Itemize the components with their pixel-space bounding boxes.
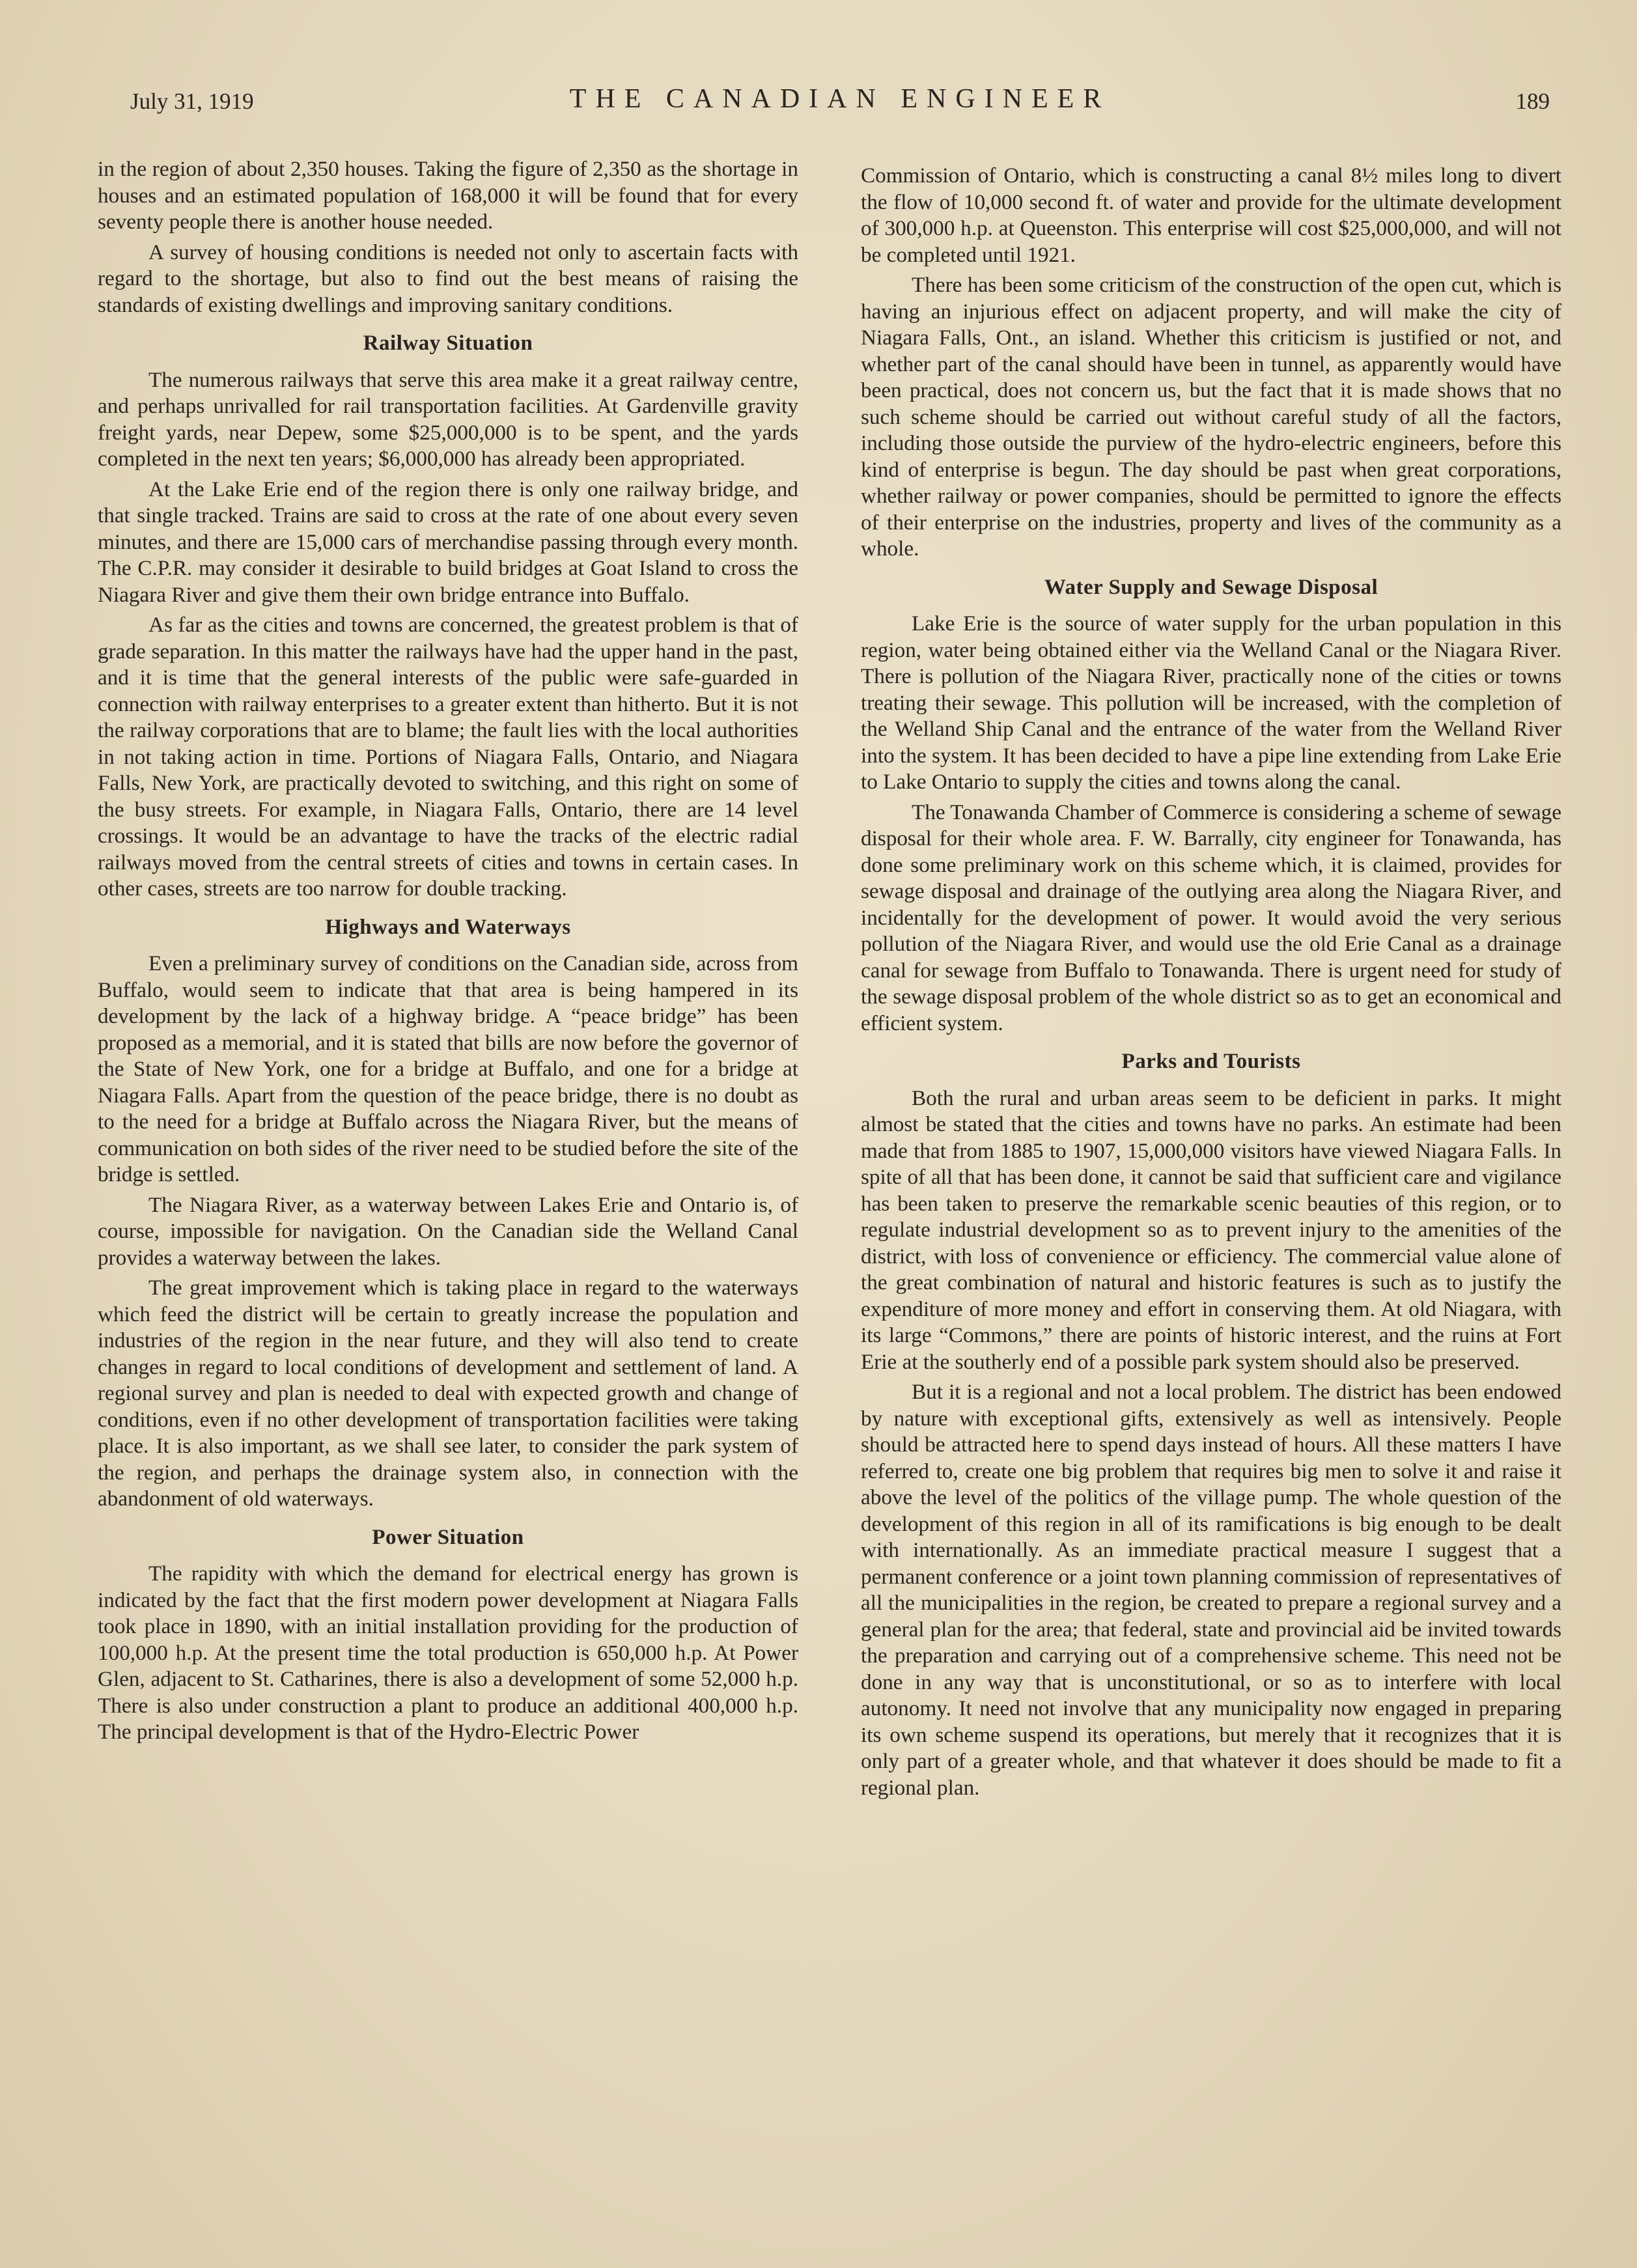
page-header (130, 83, 1550, 122)
section-heading-water: Water Supply and Sewage Disposal (1044, 575, 1378, 599)
section-heading-parks: Parks and Tourists (1121, 1050, 1301, 1073)
section-heading-highways: Highways and Waterways (325, 915, 571, 939)
section-heading-power: Power Situation (372, 1525, 524, 1549)
paragraph: in the region of about 2,350 houses. Taking the figure of 2,350 as the shortage in houses and an estimated population of 168,000 it will be found that for every seventy people there is another house needed. (98, 157, 798, 234)
paragraph: At the Lake Erie end of the region there is only one railway bridge, and that single tracked. Trains are said to cross at the rate of one about every seven minutes, and there are 15,000 cars of merchandise passing through every month. The C.P.R. may consider it desirable to build bridges at Goat Island to cross the Niagara River and give them their own bridge entrance into Buffalo. (98, 477, 798, 607)
left-column (98, 156, 798, 1750)
journal-title: THE CANADIAN ENGINEER (569, 84, 1111, 114)
paragraph: Both the rural and urban areas seem to be deficient in parks. It might almost be stated that the cities and towns have no parks. An estimate had been made that from 1885 to 1907, 15,000,000 visitors have viewed Niagara Falls. In spite of all that has been done, it cannot be said that sufficient care and vigilance has been taken to preserve the remarkable scenic beauties of this region, or to regulate industrial development so as to prevent injury to the amenities of the district, with loss of convenience or efficiency. The commercial value alone of the great combination of natural and historic features is such as to justify the expenditure of more money and effort in conserving them. At old Niagara, with its large “Commons,” there are points of historic interest, and the ruins at Fort Erie at the southerly end of a possible park system should also be preserved. (861, 1085, 1561, 1374)
paragraph: A survey of housing conditions is needed not only to ascertain facts with regard to the shortage, but also to find out the best means of raising the standards of existing dwellings and improving sanitary conditions. (98, 240, 798, 317)
paragraph: Commission of Ontario, which is constructing a canal 8½ miles long to divert the flow of 10,000 second ft. of water and provide for the ultimate development of 300,000 h.p. at Queenston. This enterprise will cost $25,000,000, and will not be completed until 1921. (861, 163, 1561, 267)
paragraph: The numerous railways that serve this area make it a great railway centre, and perhaps unrivalled for rail transportation facilities. At Gardenville gravity freight yards, near Depew, some $25,000,000 is to be spent, and the yards completed in the next ten years; $6,000,000 has already been appropriated. (98, 367, 798, 471)
paragraph: But it is a regional and not a local problem. The district has been endowed by nature with exceptional gifts, extensively as well as intensively. People should be attracted here to spend days instead of hours. All these matters I have referred to, create one big problem that requires big men to solve it and raise it above the level of the politics of the village pump. The whole question of the development of this region in all of its ramifications is big enough to be dealt with internationally. As an immediate practical measure I suggest that a permanent conference or a joint town planning commission of representatives of all the municipalities in the region, be created to prepare a regional survey and a general plan for the area; that federal, state and provincial aid be invited towards the preparation and carrying out of a comprehensive scheme. This need not be done in any way that is unconstitutional, or so as to interfere with local autonomy. It need not involve that any municipality now engaged in preparing its own scheme suspend its operations, but merely that it recognizes that it is only part of a greater whole, and that whatever it does should be made to fit a regional plan. (861, 1380, 1561, 1800)
section-heading-railway: Railway Situation (363, 331, 533, 355)
page-number: 189 (1515, 89, 1550, 114)
paragraph: The great improvement which is taking place in regard to the waterways which feed the district will be certain to greatly increase the population and industries of the region in the near future, and they will also tend to create changes in regard to local conditions of development and settlement of land. A regional survey and plan is needed to deal with expected growth and change of conditions, even if no other development of transportation facilities were taking place. It is also important, as we shall see later, to consider the park system of the region, and perhaps the drainage system also, in connection with the abandonment of old waterways. (98, 1276, 798, 1511)
paragraph: The rapidity with which the demand for electrical energy has grown is indicated by the fact that the first modern power development at Niagara Falls took place in 1890, with an initial installation providing for the production of 100,000 h.p. At the present time the total production is 650,000 h.p. At Power Glen, adjacent to St. Catharines, there is also a development of some 52,000 h.p. There is also under construction a plant to produce an additional 400,000 h.p. The principal development is that of the Hydro-Electric Power (98, 1561, 798, 1744)
paragraph: Lake Erie is the source of water supply for the urban population in this region, water being obtained either via the Welland Canal or the Niagara River. There is pollution of the Niagara River, practically none of the cities or towns treating their sewage. This pollution will be increased, with the completion of the Welland Ship Canal and the entrance of the water from the Welland River into the system. It has been decided to have a pipe line extending from Lake Erie to Lake Ontario to supply the cities and towns along the canal. (861, 611, 1561, 794)
paragraph: The Tonawanda Chamber of Commerce is considering a scheme of sewage disposal for their whole area. F. W. Barrally, city engineer for Tonawanda, has done some preliminary work on this scheme which, it is claimed, provides for sewage disposal and drainage of the outlying area along the Niagara River, and incidentally for the development of power. It would avoid the very serious pollution of the Niagara River, and would use the old Erie Canal as a drainage canal for sewage from Buffalo to Tonawanda. There is urgent need for study of the sewage disposal problem of the whole district so as to get an economical and efficient system. (861, 800, 1561, 1035)
issue-date: July 31, 1919 (130, 89, 254, 114)
paragraph: There has been some criticism of the construction of the open cut, which is having an injurious effect on adjacent property, and will make the city of Niagara Falls, Ont., an island. Whether this criticism is justified or not, and whether part of the canal should have been in tunnel, as apparently would have been practical, does not concern us, but the fact that it is made shows that no such scheme should be carried out without careful study of all the factors, including those outside the purview of the hydro-electric engineers, before this kind of enterprise is begun. The day should be past when great corporations, whether railway or power companies, should be permitted to ignore the effects of their enterprise on the industries, property and lives of the community as a whole. (861, 273, 1561, 561)
right-column (861, 163, 1561, 1805)
paragraph: Even a preliminary survey of conditions on the Canadian side, across from Buffalo, would seem to indicate that that area is being hampered in its development by the lack of a highway bridge. A “peace bridge” has been proposed as a memorial, and it is stated that bills are now before the governor of the State of New York, one for a bridge at Buffalo, and one for a bridge at Niagara Falls. Apart from the question of the peace bridge, there is no doubt as to the need for a bridge at Buffalo across the Niagara River, but the means of communication on both sides of the river need to be studied before the site of the bridge is settled. (98, 951, 798, 1186)
paragraph: As far as the cities and towns are concerned, the greatest problem is that of grade separation. In this matter the railways have had the upper hand in the past, and it is time that the general interests of the public were safe-guarded in connection with railway enterprises to a greater extent than hitherto. But it is not the railway corporations that are to blame; the fault lies with the local authorities in not taking action in time. Portions of Niagara Falls, Ontario, and Niagara Falls, New York, are practically devoted to switching, and this right on some of the busy streets. For example, in Niagara Falls, Ontario, there are 14 level crossings. It would be an advantage to have the tracks of the electric radial railways moved from the central streets of cities and towns in certain cases. In other cases, streets are too narrow for double tracking. (98, 613, 798, 901)
paragraph: The Niagara River, as a waterway between Lakes Erie and Ontario is, of course, impossible for navigation. On the Canadian side the Welland Canal provides a waterway between the lakes. (98, 1192, 798, 1270)
